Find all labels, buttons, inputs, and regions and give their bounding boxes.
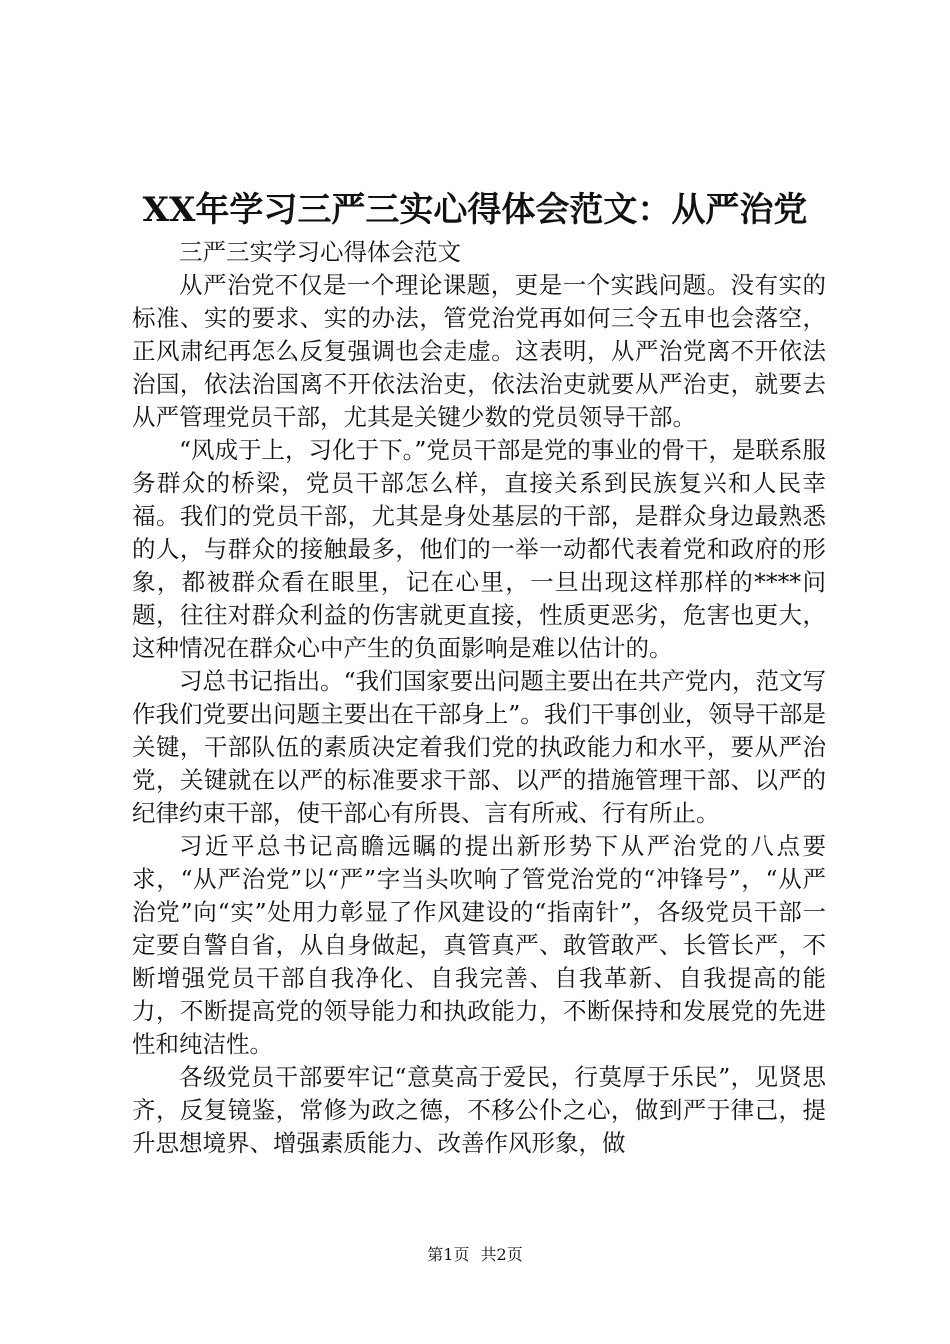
- page-total: 共2页: [480, 1245, 523, 1264]
- paragraph: 习近平总书记高瞻远瞩的提出新形势下从严治党的八点要求，“从严治党”以“严”字当头吹响了管党治党的“冲锋号”，“从严治党”向“实”处用力彰显了作风建设的“指南针”，各级党员干部一定要自警自省，从自身做起，真管真严、敢管敢严、长管长严，不断增强党员干部自我净化、自我完善、自我革新、自我提高的能力，不断提高党的领导能力和执政能力，不断保持和发展党的先进性和纯洁性。: [132, 832, 826, 1058]
- document-title: XX年学习三严三实心得体会范文：从严治党: [142, 190, 808, 230]
- paragraph: 习总书记指出。“我们国家要出问题主要出在共产党内，范文写作我们党要出问题主要出在干部身上”。我们干事创业，领导干部是关键，干部队伍的素质决定着我们党的执政能力和水平，要从严治党，关键就在以严的标准要求干部、以严的措施管理干部、以严的纪律约束干部，使干部心有所畏、言有所戒、行有所止。: [132, 667, 826, 827]
- document-subtitle: 三严三实学习心得体会范文: [179, 238, 461, 266]
- page-footer: [0, 1244, 950, 1266]
- paragraph: 从严治党不仅是一个理论课题，更是一个实践问题。没有实的标准、实的要求、实的办法，管党治党再如何三令五申也会落空，正风肃纪再怎么反复强调也会走虚。这表明，从严治党离不开依法治国，依法治国离不开依法治吏，依法治吏就要从严治吏，就要去从严管理党员干部，尤其是关键少数的党员领导干部。: [132, 271, 826, 431]
- paragraph: “风成于上，习化于下。”党员干部是党的事业的骨干，是联系服务群众的桥梁，党员干部怎么样，直接关系到民族复兴和人民幸福。我们的党员干部，尤其是身处基层的干部，是群众身边最熟悉的人，与群众的接触最多，他们的一举一动都代表着党和政府的形象，都被群众看在眼里，记在心里，一旦出现这样那样的****问题，往往对群众利益的伤害就更直接，性质更恶劣，危害也更大，这种情况在群众心中产生的负面影响是难以估计的。: [132, 436, 826, 662]
- document-body: [132, 236, 826, 1160]
- page-number: 第1页: [427, 1245, 470, 1264]
- paragraph: 各级党员干部要牢记“意莫高于爱民，行莫厚于乐民”，见贤思齐，反复镜鉴，常修为政之德，不移公仆之心，做到严于律己，提升思想境界、增强素质能力、改善作风形象，做: [132, 1063, 826, 1157]
